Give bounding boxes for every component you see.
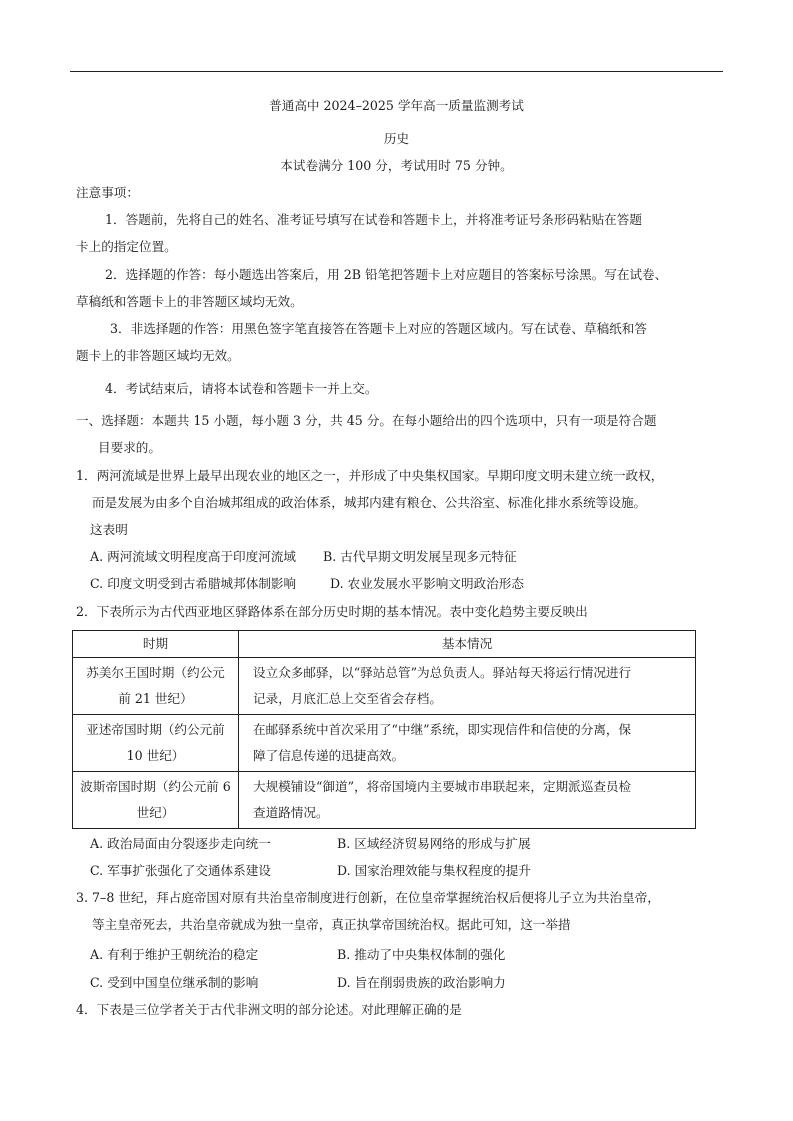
notice-item-3-cont: 题卡上的非答题区域均无效。 xyxy=(76,348,240,363)
q2-option-d: D. 国家治理效能与集权程度的提升 xyxy=(337,863,531,878)
table-header-period: 时期 xyxy=(73,631,239,658)
q1-option-a: A. 两河流域文明程度高于印度河流域 xyxy=(90,549,297,564)
table-header-details: 基本情况 xyxy=(239,631,696,658)
period-line: 波斯帝国时期（约公元前 6 xyxy=(80,779,231,794)
q1-stem-cont: 而是发展为由多个自治城邦组成的政治体系，城邦内建有粮仓、公共浴室、标准化排水系统等设施。 xyxy=(92,495,647,510)
table-header-row xyxy=(73,631,696,658)
details-line: 查道路情况。 xyxy=(253,805,329,820)
table-cell-period xyxy=(73,772,239,829)
q2-table xyxy=(72,630,696,829)
period-line: 世纪） xyxy=(136,805,175,820)
q3-option-a: A. 有利于维护王朝统治的稳定 xyxy=(90,947,259,962)
q3-option-d: D. 旨在削弱贵族的政治影响力 xyxy=(337,975,506,990)
q3-stem: 3. 7–8 世纪，拜占庭帝国对原有共治皇帝制度进行创新，在位皇帝掌握统治权后便将儿子立为共治皇帝， xyxy=(76,890,660,905)
q1-stem-end: 这表明 xyxy=(90,522,128,537)
notice-item-4: 4．考试结束后，请将本试卷和答题卡一并上交。 xyxy=(105,381,378,396)
period-line: 前 21 世纪） xyxy=(118,691,193,706)
period-line: 亚述帝国时期（约公元前 xyxy=(86,722,225,737)
period-line: 10 世纪） xyxy=(126,748,185,763)
q2-option-b: B. 区域经济贸易网络的形成与扩展 xyxy=(337,836,531,851)
period-line: 苏美尔王国时期（约公元 xyxy=(86,665,225,680)
table-cell-period xyxy=(73,658,239,715)
exam-info: 本试卷满分 100 分，考试用时 75 分钟。 xyxy=(280,158,513,173)
q1-option-b: B. 古代早期文明发展呈现多元特征 xyxy=(323,549,517,564)
details-line: 大规模铺设“御道”，将帝国境内主要城市串联起来，定期派巡查员检 xyxy=(253,779,632,794)
q2-option-a: A. 政治局面由分裂逐步走向统一 xyxy=(90,836,271,851)
table-cell-period xyxy=(73,715,239,772)
notice-heading: 注意事项： xyxy=(76,185,139,200)
details-line: 障了信息传递的迅捷高效。 xyxy=(253,748,405,763)
table-cell-details xyxy=(239,715,696,772)
notice-item-1-cont: 卡上的指定位置。 xyxy=(76,239,177,254)
notice-item-2: 2．选择题的作答：每小题选出答案后，用 2B 铅笔把答题卡上对应题目的答案标号涂黑。写在试卷、 xyxy=(105,267,668,282)
table-cell-details xyxy=(239,772,696,829)
exam-title: 普通高中 2024–2025 学年高一质量监测考试 xyxy=(269,98,524,113)
details-line: 在邮驿系统中首次采用了“中继”系统，即实现信件和信使的分离，保 xyxy=(253,722,632,737)
details-line: 记录，月底汇总上交至省会存档。 xyxy=(253,691,442,706)
table-cell-details xyxy=(239,658,696,715)
details-line: 设立众多邮驿，以“驿站总管”为总负责人。驿站每天将运行情况进行 xyxy=(253,665,632,680)
section-heading: 一、选择题：本题共 15 小题，每小题 3 分，共 45 分。在每小题给出的四个选项中，只有一项是符合题 xyxy=(76,413,657,428)
notice-item-2-cont: 草稿纸和答题卡上的非答题区域均无效。 xyxy=(76,294,303,309)
table-row xyxy=(73,772,696,829)
q1-stem: 1．两河流域是世界上最早出现农业的地区之一，并形成了中央集权国家。早期印度文明未建立统一政权， xyxy=(76,468,664,483)
q3-stem-cont: 等主皇帝死去，共治皇帝就成为独一皇帝，真正执掌帝国统治权。据此可知，这一举措 xyxy=(92,917,571,932)
q1-option-d: D. 农业发展水平影响文明政治形态 xyxy=(330,576,524,591)
header-rule xyxy=(70,71,723,72)
q3-option-c: C. 受到中国皇位继承制的影响 xyxy=(90,975,259,990)
q4-stem: 4．下表是三位学者关于古代非洲文明的部分论述。对此理解正确的是 xyxy=(76,1002,462,1017)
notice-item-3: 3．非选择题的作答：用黑色签字笔直接答在答题卡上对应的答题区域内。写在试卷、草稿纸和答 xyxy=(110,321,647,336)
q2-option-c: C. 军事扩张强化了交通体系建设 xyxy=(90,863,271,878)
section-heading-cont: 目要求的。 xyxy=(98,440,161,455)
table-row xyxy=(73,715,696,772)
table-row xyxy=(73,658,696,715)
q3-option-b: B. 推动了中央集权体制的强化 xyxy=(337,947,506,962)
q1-option-c: C. 印度文明受到古希腊城邦体制影响 xyxy=(90,576,297,591)
q2-stem: 2．下表所示为古代西亚地区驿路体系在部分历史时期的基本情况。表中变化趋势主要反映出 xyxy=(76,604,588,619)
subject-title: 历史 xyxy=(383,131,410,146)
notice-item-1: 1．答题前，先将自己的姓名、准考证号填写在试卷和答题卡上，并将准考证号条形码粘贴在答题 xyxy=(105,212,642,227)
